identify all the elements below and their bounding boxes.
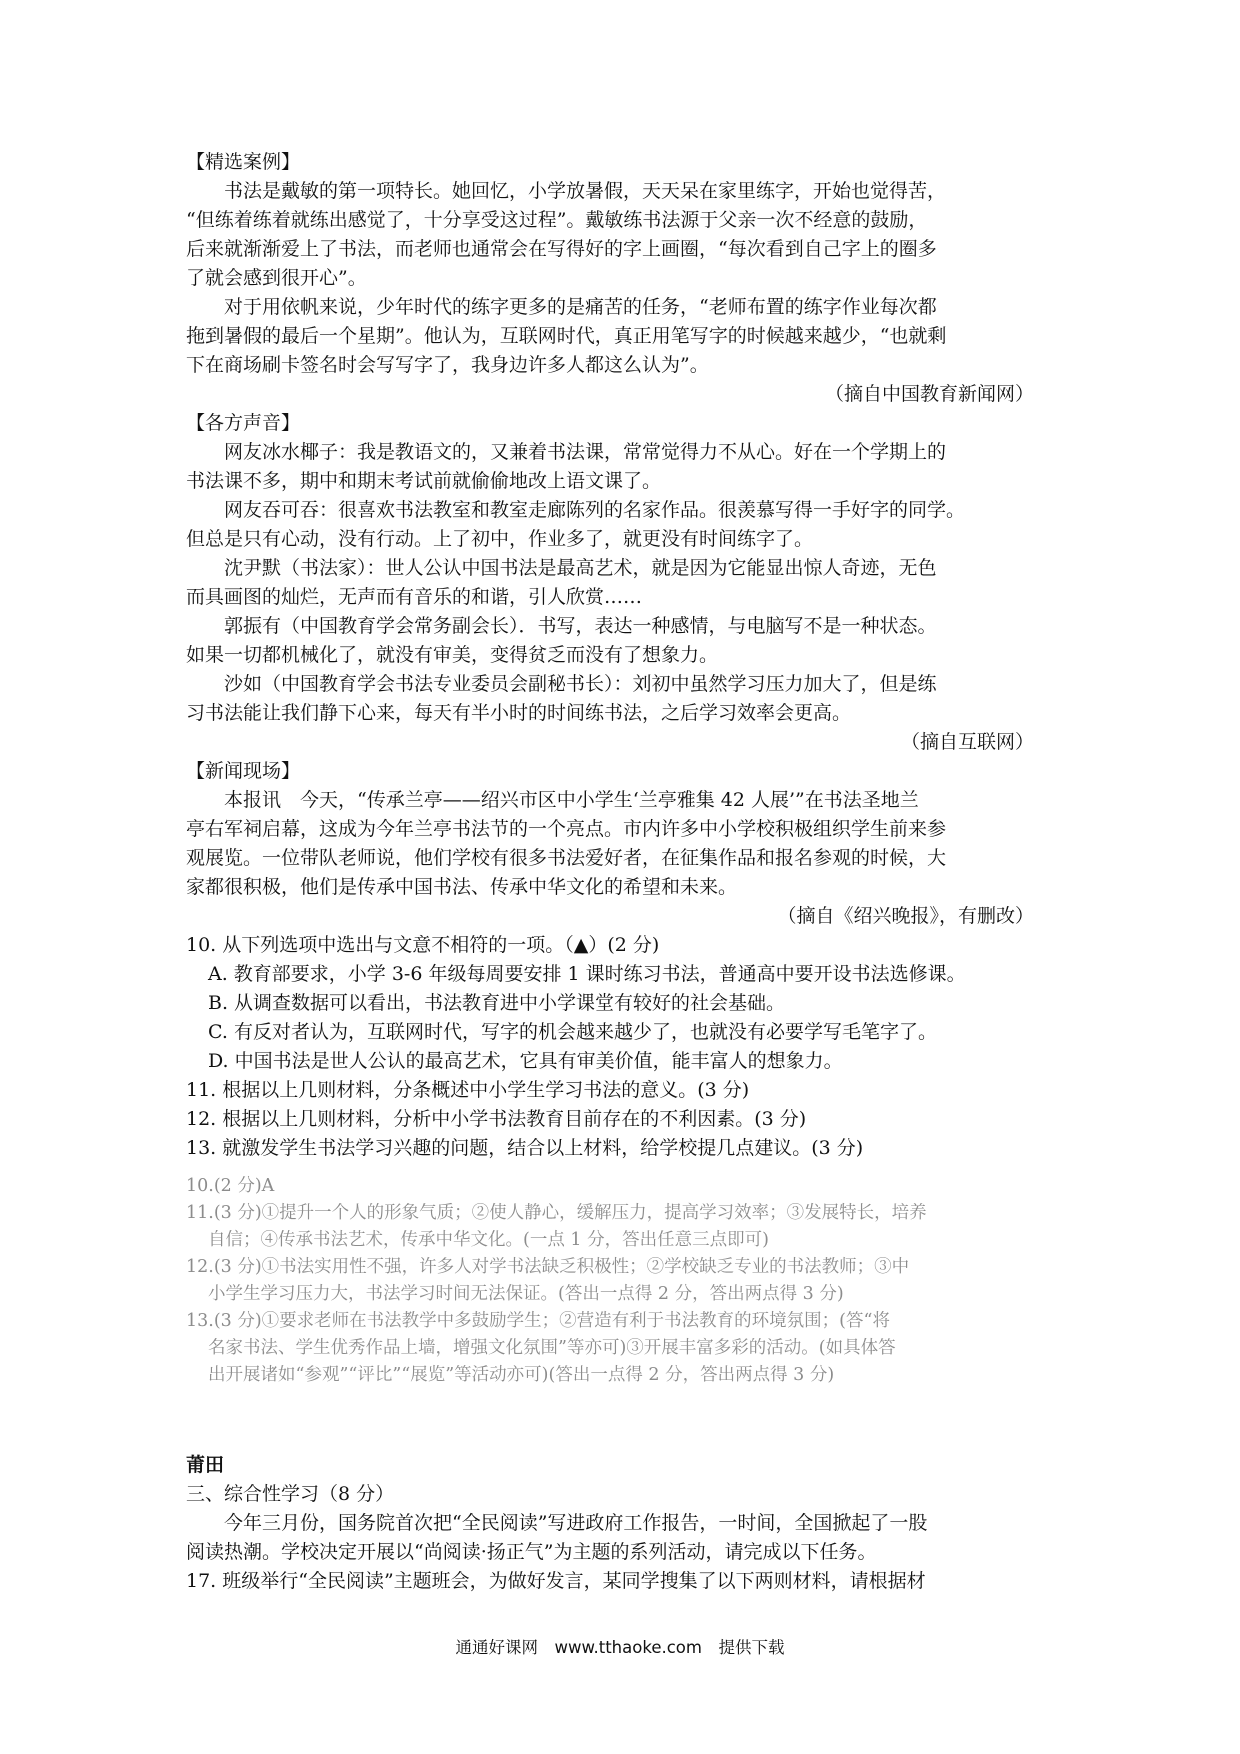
voices-line: 网友冰水椰子：我是教语文的，又兼着书法课，常常觉得力不从心。好在一个学期上的 [224,441,947,463]
case-line: 拖到暑假的最后一个星期”。他认为，互联网时代，真正用笔写字的时候越来越少，“也就剩 [186,325,947,347]
case-line: 后来就渐渐爱上了书法，而老师也通常会在写得好的字上画圈，“每次看到自己字上的圈多 [186,238,937,260]
voices-source: （摘自互联网） [900,731,1034,753]
option-b: B. 从调查数据可以看出，书法教育进中小学课堂有较好的社会基础。 [208,992,786,1014]
voices-line: 书法课不多，期中和期末考试前就偷偷地改上语文课了。 [186,470,662,492]
page-footer: 通通好课网 www.tthaoke.com 提供下载 [455,1638,785,1657]
case-line: 下在商场刷卡签名时会写写字了，我身边许多人都这么认为”。 [186,354,709,376]
case-heading: 【精选案例】 [186,151,301,173]
case-source: （摘自中国教育新闻网） [824,383,1034,405]
case-line: 书法是戴敏的第一项特长。她回忆，小学放暑假，天天呆在家里练字，开始也觉得苦， [224,180,947,202]
answer-10: 10.(2 分)A [186,1176,275,1196]
voices-line: 网友吞可吞：很喜欢书法教室和教室走廊陈列的名家作品。很羡慕写得一手好字的同学。 [224,499,966,521]
section-heading: 三、综合性学习（8 分） [186,1483,395,1505]
news-line: 观展览。一位带队老师说，他们学校有很多书法爱好者，在征集作品和报名参观的时候，大 [186,847,947,869]
answer-11-line: 11.(3 分)①提升一个人的形象气质；②使人静心，缓解压力，提高学习效率；③发展特长，培养 [186,1203,927,1223]
voices-line: 郭振有（中国教育学会常务副会长）．书写，表达一种感情，与电脑写不是一种状态。 [224,615,937,637]
case-line: 对于用依帆来说，少年时代的练字更多的是痛苦的任务，“老师布置的练字作业每次都 [224,296,937,318]
intro-line: 今年三月份，国务院首次把“全民阅读”写进政府工作报告，一时间，全国掀起了一股 [224,1512,928,1534]
question-13: 13. 就激发学生书法学习兴趣的问题，结合以上材料，给学校提几点建议。(3 分) [186,1137,864,1159]
case-line: 了就会感到很开心”。 [186,267,367,289]
voices-line: 沙如（中国教育学会书法专业委员会副秘书长）：刘初中虽然学习压力加大了，但是练 [224,673,937,695]
answer-11-line: 自信；④传承书法艺术，传承中华文化。(一点 1 分，答出任意三点即可) [208,1230,769,1250]
answer-12-line: 小学生学习压力大，书法学习时间无法保证。(答出一点得 2 分，答出两点得 3 分) [208,1284,844,1304]
news-line: 家都很积极，他们是传承中国书法、传承中华文化的希望和未来。 [186,876,738,898]
voices-line: 而具画图的灿烂，无声而有音乐的和谐，引人欣赏…… [186,586,643,608]
answer-12-line: 12.(3 分)①书法实用性不强，许多人对学书法缺乏积极性；②学校缺乏专业的书法教师；③中 [186,1257,910,1277]
voices-line: 习书法能让我们静下心来，每天有半小时的时间练书法，之后学习效率会更高。 [186,702,852,724]
option-d: D. 中国书法是世人公认的最高艺术，它具有审美价值，能丰富人的想象力。 [208,1050,843,1072]
answer-key [186,1173,1058,1389]
answer-13-line: 出开展诸如“参观”“评比”“展览”等活动亦可)(答出一点得 2 分，答出两点得 3 分) [208,1365,835,1385]
news-line: 本报讯 今天，“传承兰亭——绍兴市区中小学生‘兰亭雅集 42 人展’”在书法圣地兰 [224,789,919,811]
region-heading: 莆田 [186,1454,225,1476]
question-11: 11. 根据以上几则材料，分条概述中小学生学习书法的意义。(3 分) [186,1079,750,1101]
voices-heading: 【各方声音】 [186,412,301,434]
option-c: C. 有反对者认为，互联网时代，写字的机会越来越少了，也就没有必要学写毛笔字了。 [208,1021,937,1043]
document-page [186,148,1058,1596]
answer-13-line: 13.(3 分)①要求老师在书法教学中多鼓励学生；②营造有利于书法教育的环境氛围；(答“将 [186,1311,890,1331]
news-heading: 【新闻现场】 [186,760,301,782]
answer-13-line: 名家书法、学生优秀作品上墙，增强文化氛围”等亦可)③开展丰富多彩的活动。(如具体答 [208,1338,896,1358]
voices-line: 如果一切都机械化了，就没有审美，变得贫乏而没有了想象力。 [186,644,719,666]
voices-line: 但总是只有心动，没有行动。上了初中，作业多了，就更没有时间练字了。 [186,528,814,550]
question-17: 17. 班级举行“全民阅读”主题班会，为做好发言，某同学搜集了以下两则材料，请根据材 [186,1570,926,1592]
case-line: “但练着练着就练出感觉了，十分享受这过程”。戴敏练书法源于父亲一次不经意的鼓励， [186,209,928,231]
option-a: A. 教育部要求，小学 3-6 年级每周要安排 1 课时练习书法，普通高中要开设书法选修课。 [208,963,966,985]
news-line: 亭右军祠启幕，这成为今年兰亭书法节的一个亮点。市内许多中小学校积极组织学生前来参 [186,818,947,840]
question-10: 10. 从下列选项中选出与文意不相符的一项。（▲）(2 分) [186,934,660,956]
question-12: 12. 根据以上几则材料，分析中小学书法教育目前存在的不利因素。(3 分) [186,1108,807,1130]
intro-line: 阅读热潮。学校决定开展以“尚阅读·扬正气”为主题的系列活动，请完成以下任务。 [186,1541,877,1563]
news-source: （摘自《绍兴晚报》，有删改） [777,905,1034,927]
voices-line: 沈尹默（书法家）：世人公认中国书法是最高艺术，就是因为它能显出惊人奇迹，无色 [224,557,937,579]
